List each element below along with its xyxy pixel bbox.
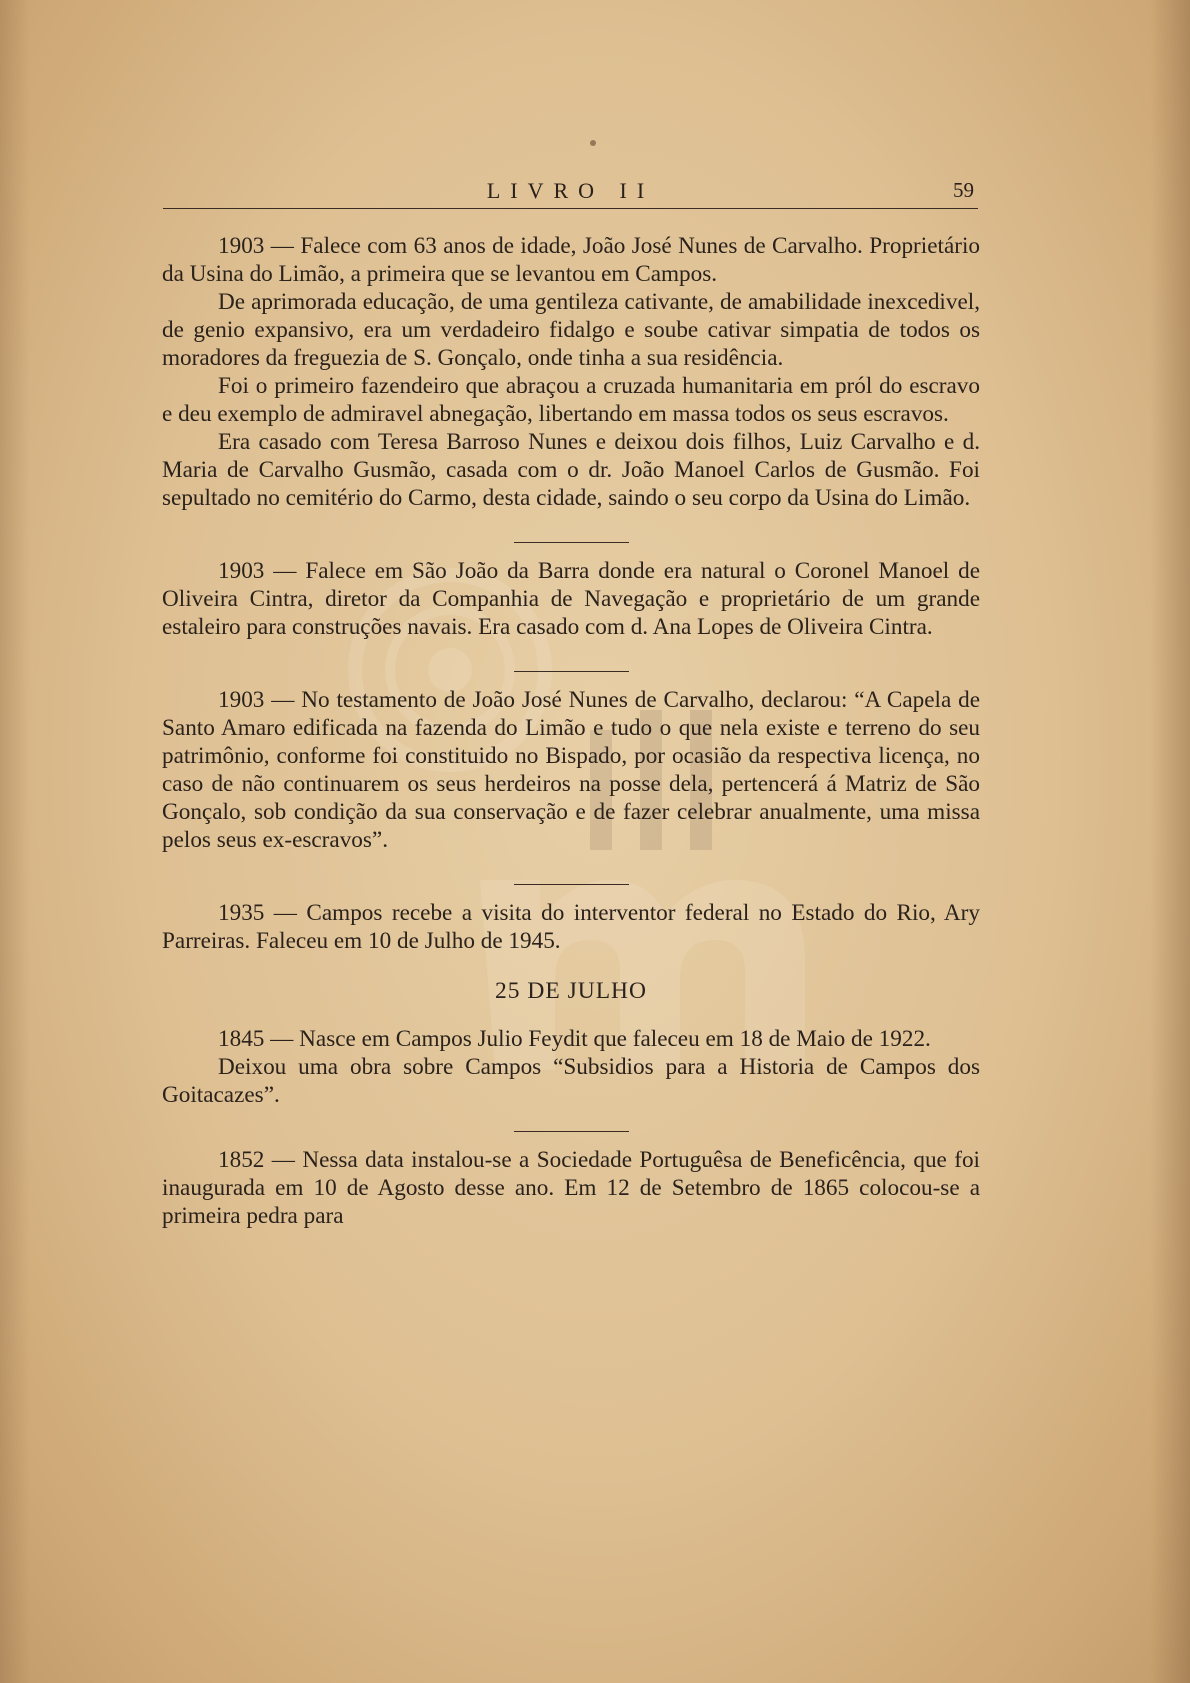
paragraph: 1903 — Falece com 63 anos de idade, João José Nunes de Carvalho. Proprietário da Usina do Limão, a primeira que se levantou em Campos. — [162, 233, 980, 287]
page-body — [162, 232, 980, 1230]
paragraph: 1852 — Nessa data instalou-se a Sociedade Portuguêsa de Beneficência, que foi inaugurada em 10 de Agosto desse ano. Em 12 de Setembro de 1865 colocou-se a primeira pedra para — [162, 1147, 980, 1229]
entry-1845-feydit — [162, 1025, 980, 1109]
entry-1903-testament — [162, 686, 980, 854]
paragraph: Era casado com Teresa Barroso Nunes e deixou dois filhos, Luiz Carvalho e d. Maria de Carvalho Gusmão, casada com o dr. João Manoel Carlos de Gusmão. Foi sepultado no cemitério do Carmo, desta cidade, saindo o seu corpo da Usina do Limão. — [162, 429, 980, 511]
page-edge-shadow-right — [1150, 0, 1190, 1683]
paragraph: Deixou uma obra sobre Campos “Subsidios para a Historia de Campos dos Goitacazes”. — [162, 1054, 980, 1108]
page-number: 59 — [953, 178, 974, 202]
entry-1935-visit — [162, 899, 980, 955]
paragraph: 1903 — No testamento de João José Nunes de Carvalho, declarou: “A Capela de Santo Amaro edificada na fazenda do Limão e tudo o que nela existe e terreno do seu patrimônio, conforme foi constituido no Bispado, por ocasião da respectiva licença, no caso de não continuarem os seus herdeiros na posse dela, pertencerá á Matriz de São Gonçalo, sob condição da sua conservação e de fazer celebrar anualmente, uma missa pelos seus ex-escravos”. — [162, 687, 980, 853]
date-heading: 25 DE JULHO — [495, 978, 647, 1004]
ink-blot — [590, 140, 596, 146]
paragraph: 1903 — Falece em São João da Barra donde era natural o Coronel Manoel de Oliveira Cintra, diretor da Companhia de Navegação e proprietário de um grande estaleiro para construções navais. Era casado com d. Ana Lopes de Oliveira Cintra. — [162, 558, 980, 640]
paragraph: 1845 — Nasce em Campos Julio Feydit que faleceu em 18 de Maio de 1922. — [218, 1026, 931, 1052]
entry-1852-beneficencia — [162, 1146, 980, 1230]
paragraph: De aprimorada educação, de uma gentileza cativante, de amabilidade inexcedivel, de genio expansivo, era um verdadeiro fidalgo e soube cativar simpatia de todos os moradores da freguezia de S. Gonçalo, onde tinha a sua residência. — [162, 289, 980, 371]
running-head: LIVRO II — [486, 178, 655, 203]
entry-1903-death-nunes — [162, 232, 980, 512]
page-header — [163, 178, 978, 209]
paragraph: 1935 — Campos recebe a visita do interventor federal no Estado do Rio, Ary Parreiras. Faleceu em 10 de Julho de 1945. — [162, 900, 980, 954]
page-edge-shadow-left — [0, 0, 30, 1683]
entry-1903-death-cintra — [162, 557, 980, 641]
paragraph: Foi o primeiro fazendeiro que abraçou a cruzada humanitaria em pról do escravo e deu exemplo de admiravel abnegação, libertando em massa todos os seus escravos. — [162, 373, 980, 427]
